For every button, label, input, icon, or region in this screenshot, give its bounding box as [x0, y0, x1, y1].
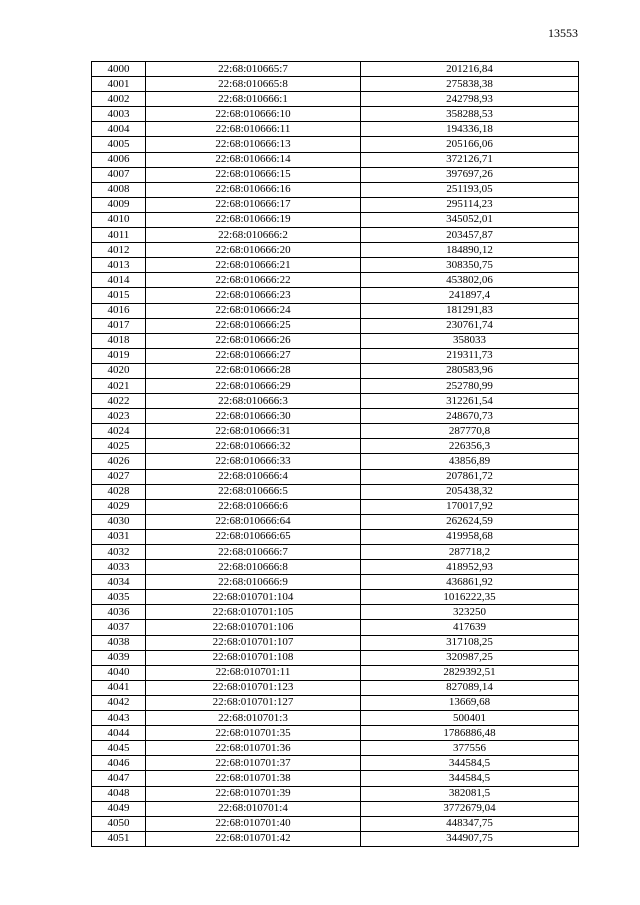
cadastral-number-cell: 22:68:010666:6 — [146, 499, 361, 514]
value-cell: 43856,89 — [361, 454, 579, 469]
row-number-cell: 4029 — [92, 499, 146, 514]
row-number-cell: 4047 — [92, 771, 146, 786]
row-number-cell: 4016 — [92, 303, 146, 318]
value-cell: 1016222,35 — [361, 590, 579, 605]
value-cell: 358288,53 — [361, 107, 579, 122]
row-number-cell: 4025 — [92, 439, 146, 454]
table-row — [92, 409, 579, 424]
row-number-cell: 4004 — [92, 122, 146, 137]
value-cell: 181291,83 — [361, 303, 579, 318]
cadastral-number-cell: 22:68:010666:10 — [146, 107, 361, 122]
value-cell: 436861,92 — [361, 575, 579, 590]
table-row — [92, 228, 579, 243]
value-cell: 287770,8 — [361, 424, 579, 439]
value-cell: 344584,5 — [361, 771, 579, 786]
table-row — [92, 695, 579, 710]
value-cell: 295114,23 — [361, 197, 579, 212]
cadastral-number-cell: 22:68:010666:20 — [146, 243, 361, 258]
cadastral-number-cell: 22:68:010666:64 — [146, 514, 361, 529]
cadastral-number-cell: 22:68:010666:30 — [146, 409, 361, 424]
value-cell: 205438,32 — [361, 484, 579, 499]
row-number-cell: 4030 — [92, 514, 146, 529]
cadastral-number-cell: 22:68:010701:4 — [146, 801, 361, 816]
row-number-cell: 4026 — [92, 454, 146, 469]
value-cell: 377556 — [361, 741, 579, 756]
row-number-cell: 4050 — [92, 816, 146, 831]
row-number-cell: 4021 — [92, 378, 146, 393]
cadastral-number-cell: 22:68:010701:39 — [146, 786, 361, 801]
cadastral-number-cell: 22:68:010666:65 — [146, 529, 361, 544]
table-row — [92, 545, 579, 560]
row-number-cell: 4019 — [92, 348, 146, 363]
table-row — [92, 288, 579, 303]
cadastral-number-cell: 22:68:010666:15 — [146, 167, 361, 182]
table-row — [92, 756, 579, 771]
cadastral-number-cell: 22:68:010701:35 — [146, 726, 361, 741]
row-number-cell: 4011 — [92, 228, 146, 243]
value-cell: 207861,72 — [361, 469, 579, 484]
row-number-cell: 4005 — [92, 137, 146, 152]
row-number-cell: 4000 — [92, 62, 146, 77]
table-row — [92, 122, 579, 137]
table-row — [92, 318, 579, 333]
row-number-cell: 4048 — [92, 786, 146, 801]
value-cell: 397697,26 — [361, 167, 579, 182]
value-cell: 418952,93 — [361, 560, 579, 575]
table-row — [92, 167, 579, 182]
table-row — [92, 137, 579, 152]
value-cell: 205166,06 — [361, 137, 579, 152]
cadastral-number-cell: 22:68:010666:31 — [146, 424, 361, 439]
value-cell: 184890,12 — [361, 243, 579, 258]
cadastral-number-cell: 22:68:010701:127 — [146, 695, 361, 710]
value-cell: 203457,87 — [361, 228, 579, 243]
row-number-cell: 4038 — [92, 635, 146, 650]
cadastral-value-table — [91, 61, 579, 847]
row-number-cell: 4032 — [92, 545, 146, 560]
table-row — [92, 560, 579, 575]
value-cell: 280583,96 — [361, 363, 579, 378]
cadastral-number-cell: 22:68:010701:3 — [146, 711, 361, 726]
table-row — [92, 378, 579, 393]
cadastral-number-cell: 22:68:010666:17 — [146, 197, 361, 212]
table-row — [92, 771, 579, 786]
cadastral-number-cell: 22:68:010666:24 — [146, 303, 361, 318]
value-cell: 827089,14 — [361, 680, 579, 695]
value-cell: 382081,5 — [361, 786, 579, 801]
cadastral-number-cell: 22:68:010666:13 — [146, 137, 361, 152]
table-row — [92, 620, 579, 635]
value-cell: 219311,73 — [361, 348, 579, 363]
table-row — [92, 394, 579, 409]
table-row — [92, 831, 579, 846]
table-row — [92, 680, 579, 695]
table-row — [92, 77, 579, 92]
row-number-cell: 4006 — [92, 152, 146, 167]
cadastral-number-cell: 22:68:010701:40 — [146, 816, 361, 831]
cadastral-number-cell: 22:68:010666:7 — [146, 545, 361, 560]
table-row — [92, 575, 579, 590]
row-number-cell: 4010 — [92, 212, 146, 227]
row-number-cell: 4036 — [92, 605, 146, 620]
row-number-cell: 4017 — [92, 318, 146, 333]
cadastral-number-cell: 22:68:010666:2 — [146, 228, 361, 243]
row-number-cell: 4022 — [92, 394, 146, 409]
cadastral-number-cell: 22:68:010666:4 — [146, 469, 361, 484]
table-row — [92, 243, 579, 258]
row-number-cell: 4023 — [92, 409, 146, 424]
table-row — [92, 212, 579, 227]
value-cell: 448347,75 — [361, 816, 579, 831]
cadastral-number-cell: 22:68:010666:19 — [146, 212, 361, 227]
row-number-cell: 4046 — [92, 756, 146, 771]
value-cell: 320987,25 — [361, 650, 579, 665]
value-cell: 13669,68 — [361, 695, 579, 710]
row-number-cell: 4049 — [92, 801, 146, 816]
value-cell: 226356,3 — [361, 439, 579, 454]
table-row — [92, 711, 579, 726]
table-row — [92, 333, 579, 348]
table-row — [92, 635, 579, 650]
row-number-cell: 4014 — [92, 273, 146, 288]
cadastral-number-cell: 22:68:010701:42 — [146, 831, 361, 846]
row-number-cell: 4037 — [92, 620, 146, 635]
value-cell: 419958,68 — [361, 529, 579, 544]
table-row — [92, 484, 579, 499]
value-cell: 500401 — [361, 711, 579, 726]
row-number-cell: 4003 — [92, 107, 146, 122]
value-cell: 230761,74 — [361, 318, 579, 333]
table-row — [92, 499, 579, 514]
cadastral-number-cell: 22:68:010665:8 — [146, 77, 361, 92]
row-number-cell: 4024 — [92, 424, 146, 439]
cadastral-number-cell: 22:68:010666:25 — [146, 318, 361, 333]
row-number-cell: 4001 — [92, 77, 146, 92]
value-cell: 345052,01 — [361, 212, 579, 227]
value-cell: 194336,18 — [361, 122, 579, 137]
cadastral-number-cell: 22:68:010665:7 — [146, 62, 361, 77]
table-row — [92, 439, 579, 454]
cadastral-number-cell: 22:68:010701:108 — [146, 650, 361, 665]
cadastral-number-cell: 22:68:010666:11 — [146, 122, 361, 137]
cadastral-number-cell: 22:68:010666:3 — [146, 394, 361, 409]
row-number-cell: 4027 — [92, 469, 146, 484]
value-cell: 170017,92 — [361, 499, 579, 514]
row-number-cell: 4012 — [92, 243, 146, 258]
row-number-cell: 4033 — [92, 560, 146, 575]
cadastral-number-cell: 22:68:010666:33 — [146, 454, 361, 469]
cadastral-number-cell: 22:68:010666:28 — [146, 363, 361, 378]
cadastral-number-cell: 22:68:010666:14 — [146, 152, 361, 167]
value-cell: 248670,73 — [361, 409, 579, 424]
table-row — [92, 348, 579, 363]
table-body — [92, 62, 579, 847]
table-row — [92, 605, 579, 620]
table-row — [92, 590, 579, 605]
row-number-cell: 4009 — [92, 197, 146, 212]
value-cell: 262624,59 — [361, 514, 579, 529]
row-number-cell: 4040 — [92, 665, 146, 680]
row-number-cell: 4028 — [92, 484, 146, 499]
value-cell: 241897,4 — [361, 288, 579, 303]
table-row — [92, 469, 579, 484]
table-row — [92, 303, 579, 318]
cadastral-number-cell: 22:68:010701:105 — [146, 605, 361, 620]
row-number-cell: 4018 — [92, 333, 146, 348]
value-cell: 344907,75 — [361, 831, 579, 846]
cadastral-number-cell: 22:68:010701:37 — [146, 756, 361, 771]
row-number-cell: 4031 — [92, 529, 146, 544]
value-cell: 201216,84 — [361, 62, 579, 77]
cadastral-number-cell: 22:68:010666:22 — [146, 273, 361, 288]
value-cell: 317108,25 — [361, 635, 579, 650]
cadastral-number-cell: 22:68:010666:32 — [146, 439, 361, 454]
cadastral-number-cell: 22:68:010701:123 — [146, 680, 361, 695]
row-number-cell: 4045 — [92, 741, 146, 756]
cadastral-number-cell: 22:68:010666:5 — [146, 484, 361, 499]
cadastral-number-cell: 22:68:010701:104 — [146, 590, 361, 605]
value-cell: 242798,93 — [361, 92, 579, 107]
table-row — [92, 258, 579, 273]
table-row — [92, 182, 579, 197]
value-cell: 358033 — [361, 333, 579, 348]
value-cell: 323250 — [361, 605, 579, 620]
cadastral-number-cell: 22:68:010666:16 — [146, 182, 361, 197]
row-number-cell: 4034 — [92, 575, 146, 590]
row-number-cell: 4042 — [92, 695, 146, 710]
value-cell: 251193,05 — [361, 182, 579, 197]
cadastral-number-cell: 22:68:010666:8 — [146, 560, 361, 575]
cadastral-number-cell: 22:68:010666:29 — [146, 378, 361, 393]
cadastral-number-cell: 22:68:010666:1 — [146, 92, 361, 107]
row-number-cell: 4043 — [92, 711, 146, 726]
cadastral-number-cell: 22:68:010666:9 — [146, 575, 361, 590]
row-number-cell: 4035 — [92, 590, 146, 605]
table-row — [92, 816, 579, 831]
value-cell: 252780,99 — [361, 378, 579, 393]
table-row — [92, 273, 579, 288]
cadastral-number-cell: 22:68:010701:11 — [146, 665, 361, 680]
table-row — [92, 786, 579, 801]
cadastral-number-cell: 22:68:010666:27 — [146, 348, 361, 363]
table-row — [92, 107, 579, 122]
row-number-cell: 4039 — [92, 650, 146, 665]
value-cell: 2829392,51 — [361, 665, 579, 680]
value-cell: 3772679,04 — [361, 801, 579, 816]
value-cell: 275838,38 — [361, 77, 579, 92]
cadastral-number-cell: 22:68:010701:106 — [146, 620, 361, 635]
table-row — [92, 741, 579, 756]
value-cell: 312261,54 — [361, 394, 579, 409]
row-number-cell: 4051 — [92, 831, 146, 846]
row-number-cell: 4002 — [92, 92, 146, 107]
row-number-cell: 4008 — [92, 182, 146, 197]
table-row — [92, 424, 579, 439]
value-cell: 372126,71 — [361, 152, 579, 167]
row-number-cell: 4020 — [92, 363, 146, 378]
table-row — [92, 726, 579, 741]
row-number-cell: 4041 — [92, 680, 146, 695]
table-row — [92, 529, 579, 544]
cadastral-number-cell: 22:68:010701:107 — [146, 635, 361, 650]
value-cell: 417639 — [361, 620, 579, 635]
table-row — [92, 665, 579, 680]
cadastral-number-cell: 22:68:010701:38 — [146, 771, 361, 786]
table-row — [92, 152, 579, 167]
table-row — [92, 801, 579, 816]
table-row — [92, 650, 579, 665]
row-number-cell: 4007 — [92, 167, 146, 182]
cadastral-number-cell: 22:68:010666:26 — [146, 333, 361, 348]
row-number-cell: 4013 — [92, 258, 146, 273]
cadastral-number-cell: 22:68:010666:21 — [146, 258, 361, 273]
table-row — [92, 363, 579, 378]
value-cell: 453802,06 — [361, 273, 579, 288]
row-number-cell: 4015 — [92, 288, 146, 303]
value-cell: 308350,75 — [361, 258, 579, 273]
page-number: 13553 — [548, 26, 578, 40]
cadastral-number-cell: 22:68:010701:36 — [146, 741, 361, 756]
value-cell: 1786886,48 — [361, 726, 579, 741]
table-row — [92, 197, 579, 212]
table-row — [92, 62, 579, 77]
table-row — [92, 514, 579, 529]
table-row — [92, 454, 579, 469]
value-cell: 344584,5 — [361, 756, 579, 771]
row-number-cell: 4044 — [92, 726, 146, 741]
cadastral-number-cell: 22:68:010666:23 — [146, 288, 361, 303]
table-row — [92, 92, 579, 107]
value-cell: 287718,2 — [361, 545, 579, 560]
